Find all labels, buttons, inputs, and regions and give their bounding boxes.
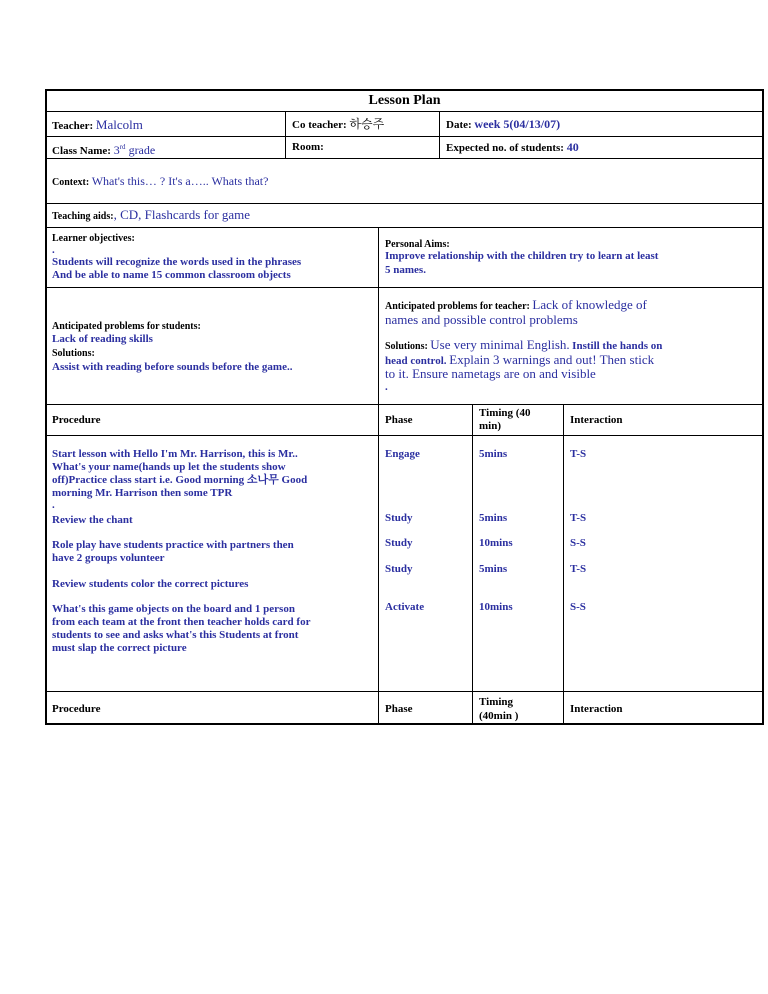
personal-aims-line1: Improve relationship with the children try to learn at least [385, 250, 659, 262]
class-name-value: 3rd grade [113, 143, 156, 157]
ant-teacher-value1: Lack of knowledge of [532, 297, 647, 312]
row-4-phase: Study [385, 563, 413, 575]
date-value: week 5(04/13/07) [474, 117, 561, 131]
row-2-timing: 5mins [479, 512, 508, 524]
row-4-timing: 5mins [479, 563, 508, 575]
procedure-4: Review students color the correct pictures [52, 578, 249, 590]
rule [47, 158, 762, 159]
ant-students-label: Anticipated problems for students: [52, 321, 201, 332]
procedure-1-line3: off)Practice class start i.e. Good morning 소나무 Good [52, 474, 308, 486]
row-2-phase: Study [385, 512, 413, 524]
ant-students-value: Lack of reading skills [52, 333, 153, 345]
rule [47, 227, 762, 228]
ant-teacher-sol1: Use very minimal English. [430, 337, 570, 352]
footer-timing-line1: Timing [479, 696, 514, 708]
personal-aims-line2: 5 names. [385, 264, 426, 276]
footer-interaction: Interaction [570, 703, 623, 715]
procedure-3-line1: Role play have students practice with partners then [52, 539, 294, 551]
expected-value: 40 [566, 140, 579, 154]
rule [47, 136, 762, 137]
co-teacher-label: Co teacher: [292, 119, 347, 131]
procedure-1-line5: . [52, 499, 55, 511]
rule [47, 404, 762, 405]
header-procedure: Procedure [52, 414, 101, 426]
row-5-timing: 10mins [479, 601, 513, 613]
personal-aims-label: Personal Aims: [385, 239, 450, 250]
procedure-5-line3: students to see and asks what's this Students at front [52, 629, 299, 641]
rule [563, 404, 564, 725]
teacher-field [52, 118, 143, 133]
aids-field [52, 208, 250, 223]
footer-procedure: Procedure [52, 703, 101, 715]
ant-students-solutions-label: Solutions: [52, 348, 95, 359]
row-2-interaction: T-S [570, 512, 587, 524]
rule [47, 287, 762, 288]
class-name-label: Class Name: [52, 145, 111, 157]
ant-teacher-label: Anticipated problems for teacher: [385, 301, 530, 312]
ant-teacher-sol4: . [385, 381, 388, 393]
row-5-phase: Activate [385, 601, 425, 613]
procedure-5-line2: from each team at the front then teacher holds card for [52, 616, 311, 628]
page-title: Lesson Plan [368, 93, 441, 108]
lesson-plan-table [45, 89, 764, 725]
header-phase: Phase [385, 414, 413, 426]
rule [47, 111, 762, 112]
header-interaction: Interaction [570, 414, 623, 426]
teacher-value: Malcolm [95, 117, 143, 132]
procedure-5-line4: must slap the correct picture [52, 642, 187, 654]
aids-value: , CD, Flashcards for game [113, 207, 251, 222]
row-3-phase: Study [385, 537, 413, 549]
ant-teacher-sol3: to it. Ensure nametags are on and visible [385, 366, 596, 381]
date-field [446, 118, 560, 132]
learner-objectives-line2: And be able to name 15 common classroom objects [52, 269, 291, 281]
ant-teacher-value2: names and possible control problems [385, 312, 578, 327]
ant-teacher-solutions-label: Solutions: [385, 341, 428, 352]
procedure-1-line4: morning Mr. Harrison then some TPR [52, 487, 233, 499]
ant-teacher-solutions-line1 [385, 338, 662, 353]
footer-phase: Phase [385, 703, 413, 715]
header-timing-line1: Timing (40 [479, 407, 531, 419]
ant-teacher-field [385, 298, 647, 313]
rule [285, 111, 286, 158]
date-label: Date: [446, 119, 472, 131]
row-1-timing: 5mins [479, 448, 508, 460]
context-value: What's this… ? It's a….. Whats that? [91, 174, 269, 188]
row-4-interaction: T-S [570, 563, 587, 575]
aids-label: Teaching aids: [52, 211, 114, 222]
expected-field [446, 141, 579, 155]
learner-objectives-label: Learner objectives: [52, 233, 135, 244]
ant-students-solutions-value: Assist with reading before sounds before the game.. [52, 361, 293, 373]
co-teacher-value: 하승주 [349, 117, 385, 131]
procedure-1-line1: Start lesson with Hello I'm Mr. Harrison, this is Mr.. [52, 448, 298, 460]
ant-teacher-sol2a: head control. [385, 355, 447, 367]
context-field [52, 175, 268, 189]
rule [472, 404, 473, 725]
rule [47, 203, 762, 204]
ant-teacher-sol1b: Instill the hands on [572, 340, 663, 352]
rule [439, 111, 440, 158]
procedure-5-line1: What's this game objects on the board and 1 person [52, 603, 295, 615]
learner-objectives-line1: Students will recognize the words used in the phrases [52, 256, 302, 268]
context-label: Context: [52, 177, 90, 188]
rule [378, 227, 379, 725]
co-teacher-field [292, 118, 384, 132]
row-3-interaction: S-S [570, 537, 586, 549]
room-label: Room: [292, 141, 324, 153]
rule [47, 435, 762, 436]
header-timing-line2: min) [479, 420, 501, 432]
expected-label: Expected no. of students: [446, 142, 564, 154]
rule [47, 691, 762, 692]
row-5-interaction: S-S [570, 601, 586, 613]
procedure-2: Review the chant [52, 514, 133, 526]
row-1-interaction: T-S [570, 448, 587, 460]
teacher-label: Teacher: [52, 120, 94, 132]
procedure-3-line2: have 2 groups volunteer [52, 552, 165, 564]
footer-timing-line2: (40min ) [479, 710, 519, 722]
ant-teacher-sol2b: Explain 3 warnings and out! Then stick [449, 352, 655, 367]
class-name-field [52, 141, 155, 158]
learner-objectives-dot: . [52, 244, 55, 256]
row-3-timing: 10mins [479, 537, 513, 549]
row-1-phase: Engage [385, 448, 420, 460]
procedure-1-line2: What's your name(hands up let the students show [52, 461, 286, 473]
